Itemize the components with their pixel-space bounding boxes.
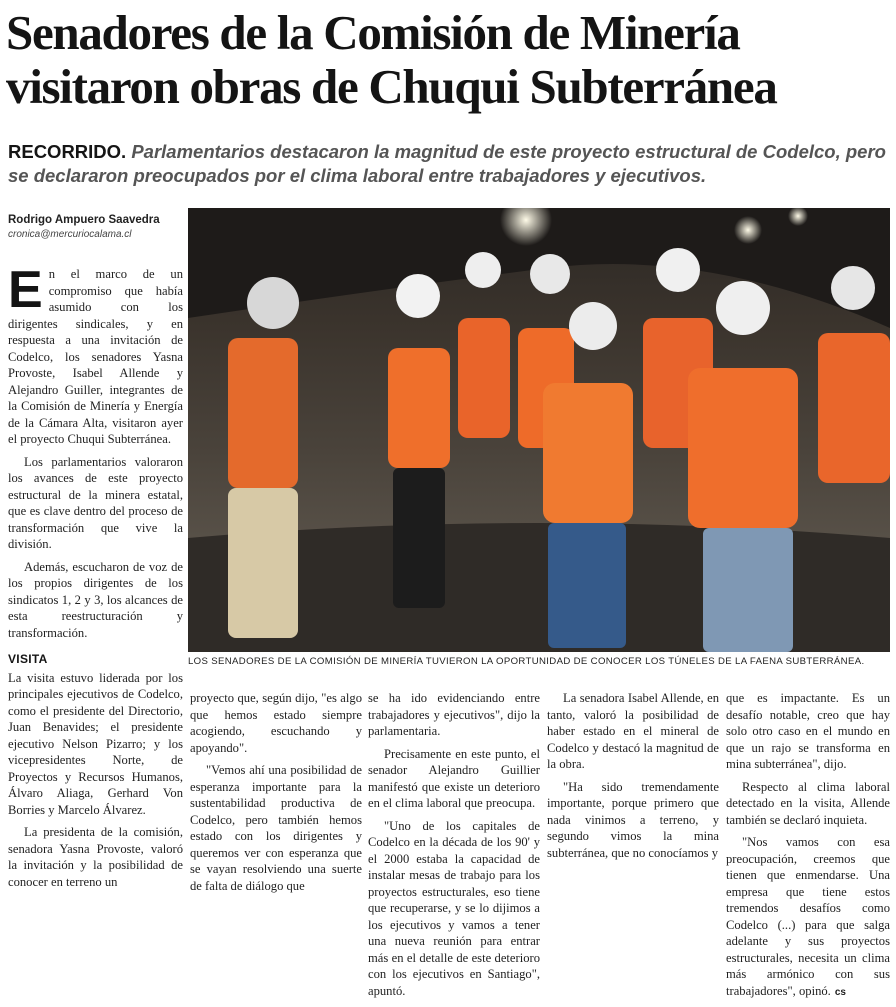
headline-line-2: visitaron obras de Chuqui Subterránea	[6, 59, 777, 114]
article-paragraph: se ha ido evidenciando entre trabajadores y ejecutivos", dijo la parlamentaria.	[368, 691, 540, 738]
article-paragraph: proyecto que, según dijo, "es algo que hemos estado siempre acogiendo, escuchando y apoyando".	[190, 691, 362, 755]
article-paragraph	[8, 261, 183, 448]
article-paragraph: La senadora Isabel Allende, en tanto, valoró la posibilidad de haber estado en el mineral de Codelco y destacó la magnitud de la obra.	[547, 691, 719, 771]
section-subhead: VISITA	[8, 652, 48, 666]
drop-cap: E	[8, 261, 43, 319]
paragraph-text: "Nos vamos con esa preocupación, creemos que tienen que enmendarse. Una empresa que tiene estos tremendos desafíos como Codelco (...) para que salga adelante y sus proyectos estructurales, necesita un clima más armónico con sus trabajadores", opinó.	[726, 835, 890, 998]
deck	[8, 140, 892, 188]
mine-tunnel-photo-illustration	[188, 208, 890, 652]
headline-line-1: Senadores de la Comisión de Minería	[6, 5, 740, 60]
byline-email: cronica@mercuriocalama.cl	[8, 229, 132, 240]
byline-author: Rodrigo Ampuero Saavedra	[8, 214, 160, 226]
article-paragraph: "Vemos ahí una posibilidad de esperanza importante para la sustentabilidad productiva de Codelco, pero también hemos estado con los dirigentes y queremos ver con esperanza que se vayan resolviendo una suerte de falta de diálogo que	[190, 763, 362, 893]
headline	[6, 6, 894, 114]
article-column-3	[368, 690, 540, 1005]
article-column-4	[547, 690, 719, 867]
article-paragraph: Además, escucharon de voz de los propios dirigentes de los sindicatos 1, 2 y 3, los alcances de esta reestructuración y transformación.	[8, 559, 183, 640]
deck-kicker: RECORRIDO.	[8, 141, 127, 162]
article-photo	[188, 208, 890, 652]
end-mark: cs	[834, 986, 846, 998]
article-paragraph: "Uno de los capitales de Codelco en la década de los 90' y el 2000 estaba la capacidad de instalar mesas de trabajo para los proyectos estructurales, eso tiene que recuperarse, y se lo dijimos a los ejecutivos y vamos a tener una nueva reunión para entrar más en el detalle de este deterioro con los ejecutivos en Santiago", apuntó.	[368, 818, 540, 998]
article-column-1	[8, 261, 183, 896]
article-paragraph: Respecto al clima laboral detectado en la visita, Allende también se declaró inquieta.	[726, 779, 890, 827]
article-paragraph: que es impactante. Es un desafío notable, creo que hay solo otro caso en el mundo en que un rajo se transforma en mina subterránea", dijo.	[726, 691, 890, 771]
article-column-2	[190, 690, 362, 900]
article-paragraph: "Ha sido tremendamente importante, porque primero que nada vinimos a terreno, y segundo vimos la mina subterránea, que no conocíamos y	[547, 779, 719, 860]
article-column-5	[726, 690, 890, 1007]
article-paragraph	[726, 834, 890, 1001]
byline	[8, 214, 188, 240]
paragraph-text: n el marco de un compromiso que había asumido con los dirigentes sindicales, y en respuesta a una invitación de Codelco, los senadores Yasna Provoste, Isabel Allende y Alejandro Guiller, integrantes de la Comisión de Minería y Energía de la Cámara Alta, visitaron ayer el proyecto Chuqui Subterránea.	[8, 267, 183, 446]
photo-caption: LOS SENADORES DE LA COMISIÓN DE MINERÍA TUVIERON LA OPORTUNIDAD DE CONOCER LOS TÚNELES DE LA FAENA SUBTERRÁNEA.	[188, 656, 865, 667]
article-paragraph: La visita estuvo liderada por los principales ejecutivos de Codelco, como el presidente del Directorio, Juan Benavides; el presidente ejecutivo Nelson Pizarro; y los vicepresidentes Norte, de Proyectos y Recursos Humanos, Álvaro Aliaga, Gerhard Von Borries y Marcelo Álvarez.	[8, 670, 183, 817]
article-paragraph: La presidenta de la comisión, senadora Yasna Provoste, valoró la invitación y la posibilidad de conocer en terreno un	[8, 825, 183, 889]
article-paragraph: Los parlamentarios valoraron los avances de este proyecto estructural de la minera estatal, que es clave dentro del proceso de transformación que vive la división.	[8, 454, 183, 551]
deck-summary: Parlamentarios destacaron la magnitud de este proyecto estructural de Codelco, pero se declararon preocupados por el clima laboral entre trabajadores y ejecutivos.	[8, 141, 886, 186]
article-paragraph: Precisamente en este punto, el senador Alejandro Guillier manifestó que existe un deterioro en el clima laboral que preocupa.	[368, 746, 540, 810]
